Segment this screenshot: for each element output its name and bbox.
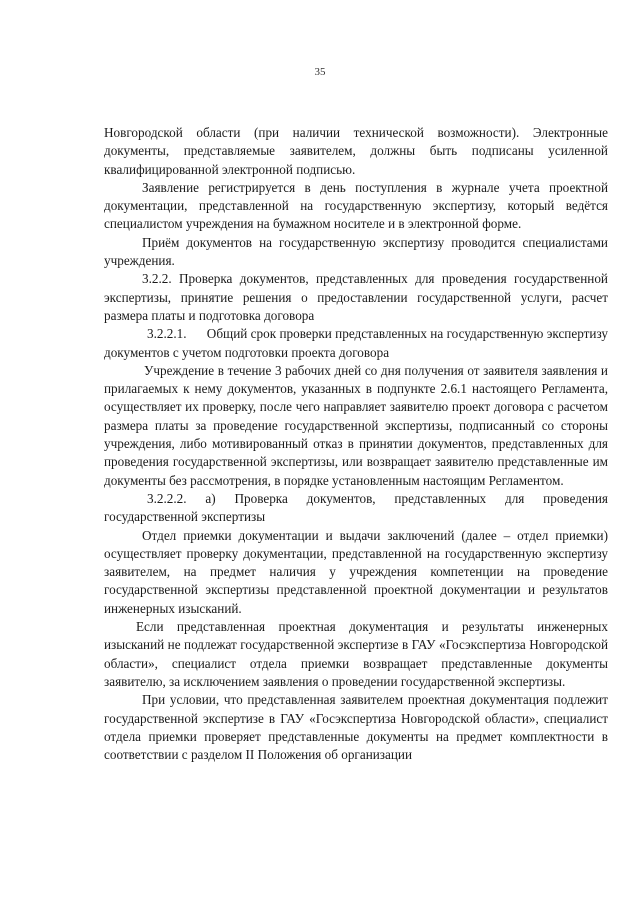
section-heading: 3.2.2.1. Общий срок проверки представленных на государственную экспертизу документов с учетом подготовки проекта договора — [104, 326, 612, 360]
paragraph: Заявление регистрируется в день поступления в журнале учета проектной документации, представленной на государственную экспертизу, который ведётся специалистом учреждения на бумажном носителе и в электронной форме. — [104, 179, 608, 232]
paragraph: Отдел приемки документации и выдачи заключений (далее – отдел приемки) осуществляет проверку документации, представленной на государственную экспертизу заявителем, на предмет наличия у учреждения компетенции на проведение государственной экспертизы представленной проектной документации и результатов инженерных изысканий. — [104, 527, 608, 616]
paragraph: Учреждение в течение 3 рабочих дней со дня получения от заявителя заявления и прилагаемых к нему документов, указанных в подпункте 2.6.1 настоящего Регламента, осуществляет их проверку, после чего направляет заявителю проект договора с расчетом размера платы за проведение государственной экспертизы, подписанный со стороны учреждения, либо мотивированный отказ в принятии документов, представленных для проведения государственной экспертизы, или возвращает заявителю представленные им документы без рассмотрения, в порядке установленным настоящим Регламентом. — [104, 362, 608, 488]
paragraph: При условии, что представленная заявителем проектная документация подлежит государственной экспертизе в ГАУ «Госэкспертиза Новгородской области», специалист отдела приемки проверяет представленные документы на предмет комплектности в соответствии с разделом II Положения об организации — [104, 692, 608, 763]
document-body — [104, 124, 612, 764]
paragraph: Если представленная проектная документация и результаты инженерных изысканий не подлежат государственной экспертизе в ГАУ «Госэкспертиза Новгородской области», специалист отдела приемки возвращает представленные документы заявителю, за исключением заявления о проведении государственной экспертизы. — [104, 619, 608, 689]
section-heading: 3.2.2. Проверка документов, представленных для проведения государственной экспертизы, принятие решения о предоставлении государственной услуги, расчет размера платы и подготовка договора — [104, 271, 608, 323]
page-number: 35 — [314, 66, 326, 78]
paragraph: Новгородской области (при наличии технической возможности). Электронные документы, представляемые заявителем, должны быть подписаны усиленной квалифицированной электронной подписью. — [104, 125, 608, 177]
paragraph: Приём документов на государственную экспертизу проводится специалистами учреждения. — [104, 234, 608, 269]
section-heading: 3.2.2.2. а) Проверка документов, представленных для проведения государственной экспертизы — [104, 490, 608, 525]
